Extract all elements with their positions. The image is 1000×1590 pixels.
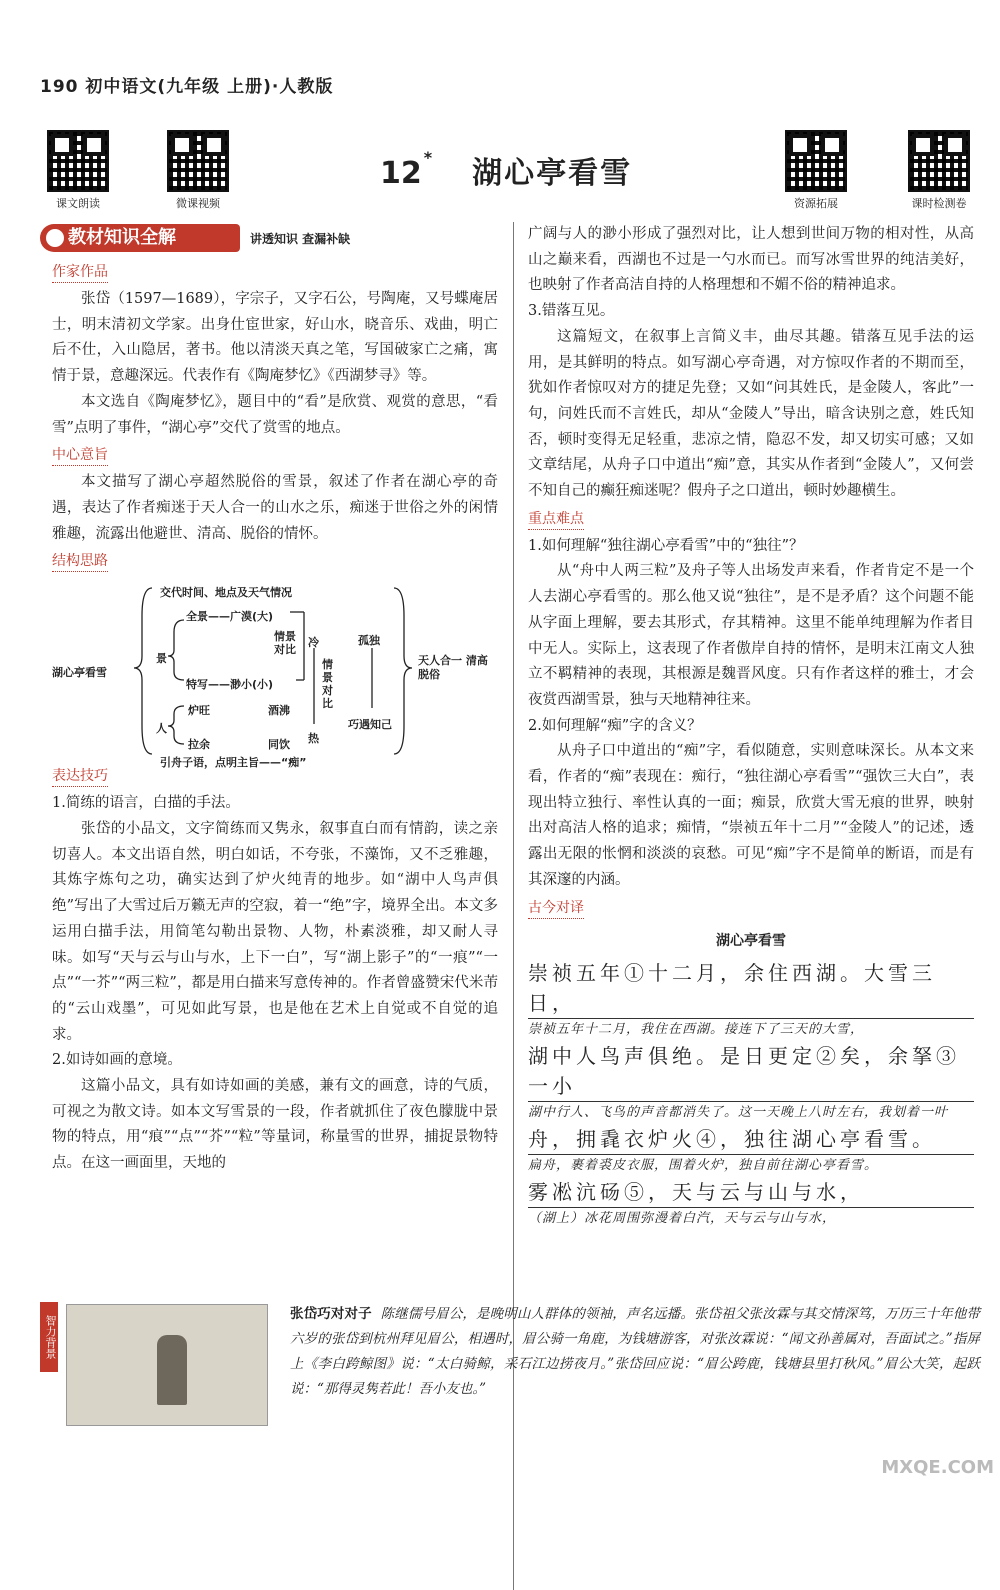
paragraph: 本文选自《陶庵梦忆》，题目中的“看”是欣赏、观赏的意思，“看雪”点明了事件，“湖心亭”交代了赏雪的地点。 xyxy=(52,393,498,436)
translation-line: 湖中行人、飞鸟的声音都消失了。这一天晚上八时左右，我划着一叶 xyxy=(528,1105,949,1121)
paragraph: 张岱（1597—1689），字宗子，又字石公，号陶庵，又号蝶庵居士，明末清初文学家。出身仕宦世家，好山水，晓音乐、戏曲，明亡后不仕，入山隐居，著书。他以清淡天真之笔，写国破家亡之痛，寓情于景，意趣深远。代表作有《陶庵梦忆》《西湖梦寻》等。 xyxy=(52,291,498,385)
illustration-image xyxy=(66,1304,268,1426)
original-line: 崇祯五年①十二月，余住西湖。大雪三日， xyxy=(528,958,974,1019)
question: 2.如何理解“痴”字的含义？ xyxy=(528,717,702,734)
footer-title: 张岱巧对对子 xyxy=(290,1306,372,1322)
translation-title: 湖心亭看雪 xyxy=(716,932,786,949)
answer: 从“舟中人两三粒”及舟子等人出场发声来看，作者肯定不是一个人去湖心亭看雪的。那么他又说“独往”，是不是矛盾？这个问题不能从字面上理解，要去其形式，存其精神。这里不能单纯理解为作者目中无人。实际上，这表现了作者傲岸自持的情怀，是明末江南文人独立不羁精神的表现，其根源是魏晋风度。只有作者这样的雅士，才会夜赏西湖雪景，独与天地精神往来。 xyxy=(528,563,974,708)
diagram-jiufei: 酒沸 xyxy=(268,704,290,718)
diagram-root: 湖心亭看雪 xyxy=(52,666,107,680)
qr-code-resources[interactable] xyxy=(784,130,848,211)
qr-code-icon xyxy=(785,130,847,192)
section-author: 作家作品 xyxy=(52,262,108,283)
paragraph: 这篇短文，在叙事上言简义丰，曲尽其趣。错落互见手法的运用，是其鲜明的特点。如写湖心亭奇遇，对方惊叹作者的不期而至，犹如作者惊叹对方的捷足先登；又如“问其姓氏，是金陵人，客此”一句，问姓氏而不言姓氏，却从“金陵人”导出，暗含诀别之意，姓氏知否，顿时变得无足轻重，悲凉之情，隐忍不发，却又切实可感；又如文章结尾，从舟子口中道出“痴”意，其实从作者到“金陵人”，又何尝不知自己的癫狂痴迷呢？假舟子之口道出，顿时妙趣横生。 xyxy=(528,328,974,500)
original-line: 舟，拥毳衣炉火④，独往湖心亭看雪。 xyxy=(528,1124,974,1155)
figure-icon xyxy=(157,1335,187,1405)
paragraph: 张岱的小品文，文字简练而又隽永，叙事直白而有情韵，读之亲切喜人。本文出语自然，明白如话，不夸张，不藻饰，又不乏雅趣，其炼字炼句之功，确实达到了炉火纯青的地步。如“湖中人鸟声俱绝”写出了大雪过后万籁无声的空寂，着一“绝”字，境界全出。本文多运用白描手法，用简笔勾勒出景物、人物，朴素淡雅，却又耐人寻味。如写“天与云与山与水，上下一白”，写“湖上影子”的“一痕”“一点”“一芥”“两三粒”，都是用白描来写意传神的。作者曾盛赞宋代米芾的“云山戏墨”，可见如此写景，也是他在艺术上自觉或不自觉的追求。 xyxy=(52,821,498,1043)
diagram-contrast: 情景对比 xyxy=(274,630,296,657)
diagram-friend: 巧遇知己 xyxy=(348,718,392,732)
diagram-top: 交代时间、地点及天气情况 xyxy=(160,586,292,600)
footer-text xyxy=(290,1302,980,1402)
diagram-hot: 热 xyxy=(308,732,319,746)
translation-block xyxy=(528,958,974,1230)
paragraph: 本文描写了湖心亭超然脱俗的雪景，叙述了作者在湖心亭的奇遇，表达了作者痴迷于天人合一的山水之乐，痴迷于世俗之外的闲情雅趣，流露出他避世、清高、脱俗的情怀。 xyxy=(52,474,498,542)
subheading: 1.简练的语言，白描的手法。 xyxy=(52,795,240,812)
qr-label: 资源拓展 xyxy=(794,197,838,210)
lesson-star: * xyxy=(423,148,433,167)
section-technique: 表达技巧 xyxy=(52,766,108,787)
answer: 从舟子口中道出的“痴”字，看似随意，实则意味深长。从本文来看，作者的“痴”表现在：痴行，“独往湖心亭看雪”“强饮三大白”，表现出特立独行、率性认真的一面；痴景，欣赏大雪无痕的世界，映射出对高洁人格的追求；痴情，“崇祯五年十二月”“金陵人”的记述，透露出无限的怅惘和淡淡的哀愁。可见“痴”字不是简单的断语，而是有其深邃的内涵。 xyxy=(528,743,974,888)
diagram-contrast2: 情景对比 xyxy=(322,658,333,711)
qr-code-icon xyxy=(47,130,109,192)
qr-code-reading[interactable] xyxy=(46,130,110,211)
subheading: 3.错落互见。 xyxy=(528,303,615,320)
diagram-ren: 人 xyxy=(156,722,167,736)
subheading: 2.如诗如画的意境。 xyxy=(52,1052,182,1069)
original-line: 雾凇沆砀⑤，天与云与山与水， xyxy=(528,1177,974,1208)
qr-label: 课文朗读 xyxy=(56,197,100,210)
diagram-tongyin: 同饮 xyxy=(268,738,290,752)
structure-diagram xyxy=(52,576,498,770)
qr-code-test[interactable] xyxy=(902,130,976,211)
section-translation: 古今对译 xyxy=(528,898,584,919)
diagram-texie: 特写——渺小(小) xyxy=(186,678,274,692)
speaker-icon xyxy=(46,229,64,247)
question: 1.如何理解“独往湖心亭看雪”中的“独往”？ xyxy=(528,537,804,554)
diagram-cold: 冷 xyxy=(308,636,319,650)
diagram-jing: 景 xyxy=(156,652,167,666)
translation-line: 扁舟，裹着裘皮衣服，围着火炉，独自前往湖心亭看雪。 xyxy=(528,1158,879,1174)
section-keypoints: 重点难点 xyxy=(528,509,584,530)
qr-code-video[interactable] xyxy=(166,130,230,211)
lesson-number: 12 xyxy=(380,156,422,191)
qr-label: 微课视频 xyxy=(176,197,220,210)
translation-line: 崇祯五年十二月，我住在西湖。接连下了三天的大雪， xyxy=(528,1022,865,1038)
section-structure: 结构思路 xyxy=(52,551,108,572)
qr-code-icon xyxy=(908,130,970,192)
diagram-quanjing: 全景——广漠(大) xyxy=(186,610,274,624)
lesson-title: 湖心亭看雪 xyxy=(472,156,633,191)
footer-box xyxy=(40,1302,981,1432)
diagram-lonely: 孤独 xyxy=(358,634,380,648)
original-line: 湖中人鸟声俱绝。是日更定②矣，余拏③一小 xyxy=(528,1041,974,1102)
diagram-bottom: 引舟子语，点明主旨——“痴” xyxy=(160,756,307,770)
banner-title: 教材知识全解 xyxy=(68,227,176,248)
watermark: MXQE.COM xyxy=(881,1457,994,1478)
left-column xyxy=(52,258,498,1177)
paragraph: 广阔与人的渺小形成了强烈对比，让人想到世间万物的相对性，从高山之巅来看，西湖也不过是一勺水而已。而写冰雪世界的纯洁美好，也映射了作者高洁自持的人格理想和不媚不俗的精神追求。 xyxy=(528,226,974,294)
page-header: 190 初中语文(九年级 上册)·人教版 xyxy=(40,77,334,97)
banner-subtitle: 讲透知识 查漏补缺 xyxy=(250,232,351,246)
footer-body: 陈继儒号眉公，是晚明山人群体的领袖，声名远播。张岱祖父张汝霖与其交情深笃，万历三十年他带六岁的张岱到杭州拜见眉公，相遇时，眉公骑一角鹿，为钱塘游客，对张汝霖说：“闻文孙善属对，吾面试之。”指屏上《李白跨鲸图》说：“太白骑鲸，采石江边捞夜月。”张岱回应说：“眉公跨鹿，钱塘县里打秋风。”眉公大笑，起跃说：“那得灵隽若此！吾小友也。” xyxy=(290,1306,981,1397)
qr-label: 课时检测卷 xyxy=(911,197,967,210)
section-theme: 中心意旨 xyxy=(52,445,108,466)
diagram-luwang: 炉旺 xyxy=(188,704,210,718)
qr-code-icon xyxy=(167,130,229,192)
lesson-heading xyxy=(380,148,632,192)
section-banner xyxy=(40,224,240,252)
right-column xyxy=(528,222,974,1230)
paragraph: 这篇小品文，具有如诗如画的美感，兼有文的画意，诗的气质，可视之为散文诗。如本文写雪景的一段，作者就抓住了夜色朦胧中景物的特点，用“痕”“点”“芥”“粒”等量词，称量雪的世界，捕捉景物特点。在这一画面里，天地的 xyxy=(52,1078,498,1172)
translation-line: （湖上）冰花周围弥漫着白汽，天与云与山与水， xyxy=(528,1211,837,1227)
diagram-layu: 拉余 xyxy=(188,738,210,752)
diagram-right: 天人合一 清高脱俗 xyxy=(418,654,488,682)
footer-tag: 智力背景 xyxy=(40,1302,58,1372)
